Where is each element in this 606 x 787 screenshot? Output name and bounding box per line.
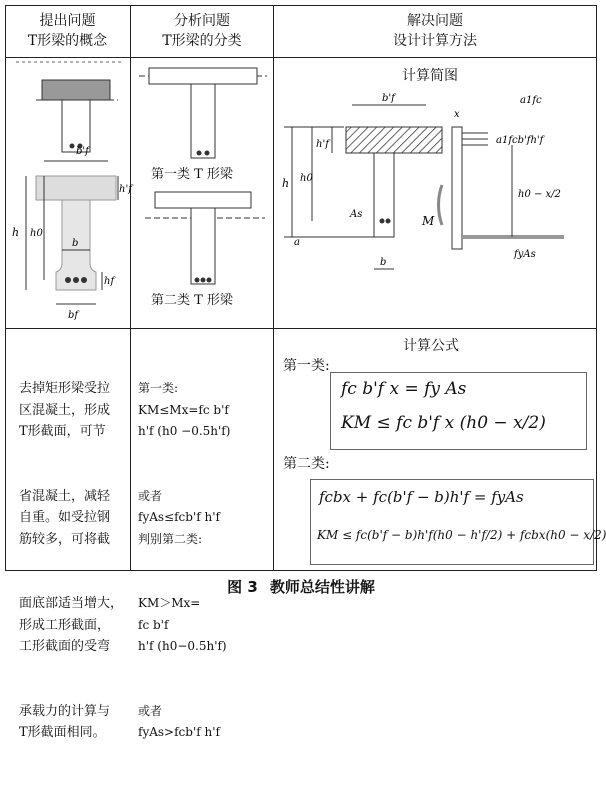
formula-title: 计算公式 xyxy=(403,338,459,354)
hf-label-bottom: hf xyxy=(104,276,115,287)
header-classify: 分析问题 T形梁的分类 xyxy=(162,13,242,49)
classify-text: 第一类: KM≤Mx=fc b'f h'f (h0 −0.5h'f) 或者 fyAs≤fcb'f h'f 判别第二类: KM＞Mx= fc b'f h'f (h0−0.5h'f) 或者 fyAs>fcb'f h'f xyxy=(138,381,231,739)
sketch-force-top-label: a1fcb'fh'f xyxy=(496,135,544,146)
formula-box-type2 xyxy=(310,479,606,565)
calc-sketch-diagram xyxy=(274,85,596,328)
t-beam-concept-diagram xyxy=(6,58,130,328)
sketch-as-label: As xyxy=(350,209,363,220)
header-method: 解决问题 设计计算方法 xyxy=(393,13,477,49)
concept-text: 去掉矩形梁受拉 区混凝土，形成 T形截面，可节 省混凝土，减轻 自重。如受拉钢 筋较多，可将截 面底部适当增大， 形成工形截面， 工形截面的受弯 承载力的计算与 T形截面相同。 xyxy=(19,381,124,740)
bf-label-bottom: bf xyxy=(68,310,79,321)
sketch-lever-label: h0 − x/2 xyxy=(518,189,561,200)
formula-box-type1 xyxy=(330,372,587,450)
calc-sketch-title: 计算简图 xyxy=(402,68,458,84)
sketch-bf-label: b'f xyxy=(382,93,395,104)
sketch-h0-label: h0 xyxy=(300,173,313,184)
h0-label: h0 xyxy=(30,228,43,239)
sketch-a1fc-label: a1fc xyxy=(520,95,542,106)
table-border-right xyxy=(596,5,597,571)
sketch-force-bottom-label: fyAs xyxy=(514,249,536,260)
sketch-a-label: a xyxy=(294,237,300,248)
header-concept: 提出问题 T形梁的概念 xyxy=(27,13,108,49)
formula-type1-label: 第一类: xyxy=(283,358,330,374)
row-divider xyxy=(5,328,597,329)
sketch-h-label: h xyxy=(282,177,290,190)
formula-3: fcbx + fc(b'f − b)h'f = fyAs xyxy=(319,488,524,506)
sketch-x-label: x xyxy=(454,109,460,120)
figure-number: 图 3 xyxy=(227,578,258,596)
b-label: b xyxy=(72,238,79,249)
formula-1: fc b'f x = fy As xyxy=(341,379,467,399)
sketch-hf-label: h'f xyxy=(316,139,329,150)
table-border-top xyxy=(5,5,597,6)
h-label: h xyxy=(12,226,20,239)
type2-label: 第二类 T 形梁 xyxy=(151,293,233,308)
b-f-label-top: b'f xyxy=(76,146,89,157)
formula-2: KM ≤ fc b'f x (h0 − x/2) xyxy=(341,413,546,433)
figure-title: 教师总结性讲解 xyxy=(269,578,375,596)
type1-label: 第一类 T 形梁 xyxy=(151,167,233,182)
formula-4: KM ≤ fc(b'f − b)h'f(h0 − h'f/2) + fcbx(h0 − x/2) xyxy=(317,528,606,542)
figure-caption xyxy=(0,576,602,597)
t-beam-classify-diagram xyxy=(131,58,273,328)
hf-label-top: h'f xyxy=(119,184,132,195)
formula-type2-label: 第二类: xyxy=(283,456,330,472)
sketch-b-label: b xyxy=(380,257,387,268)
sketch-m-label: M xyxy=(422,214,435,228)
